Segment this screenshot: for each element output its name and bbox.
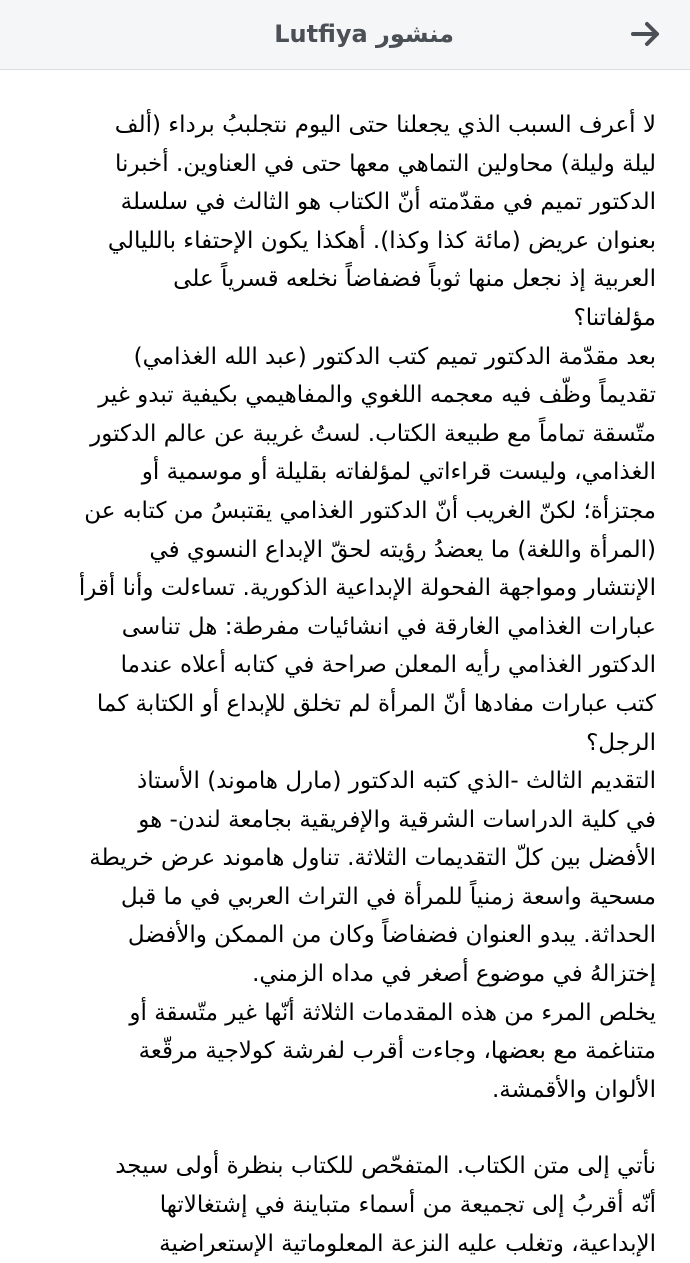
post-paragraph: بعد مقدّمة الدكتور تميم كتب الدكتور (عبد الله الغذامي) تقديماً وظّف فيه معجمه اللغوي والمفاهيمي بكيفية تبدو غير متّسقة تماماً مع طبيعة الكتاب. لستُ غريبة عن عالم الدكتور الغذامي، وليست قراءاتي لمؤلفاته بقليلة أو موسمية أو مجتزأة؛ لكنّ الغريب أنّ الدكتور الغذامي يقتبسُ من كتابه عن (المرأة واللغة) ما يعضدُ رؤيته لحقّ الإبداع النسوي في الإنتشار ومواجهة الفحولة الإبداعية الذكورية. تساءلت وأنا أقرأ عبارات الغذامي الغارقة في انشائيات مفرطة: هل تناسى الدكتور الغذامي رأيه المعلن صراحة في كتابه أعلاه عندما كتب عبارات مفادها أنّ المرأة لم تخلق للإبداع أو الكتابة كما الرجل؟ <box>78 343 656 756</box>
post-paragraph: التقديم الثالث -الذي كتبه الدكتور (مارل هاموند) الأستاذ في كلية الدراسات الشرقية والإفريقية بجامعة لندن- هو الأفضل بين كلّ التقديمات الثلاثة. تناول هاموند عرض خريطة مسحية واسعة زمنياً للمرأة في التراث العربي في ما قبل الحداثة. يبدو العنوان فضفاضاً وكان من الممكن والأفضل إختزالهُ في موضوع أصغر في مداه الزمني. <box>89 768 656 988</box>
page-title: منشور Lutfiya <box>274 20 454 48</box>
post-paragraph: لا أعرف السبب الذي يجعلنا حتى اليوم نتجلببُ برداء (ألف ليلة وليلة) محاولين التماهي معها حتى في العناوين. أخبرنا الدكتور تميم في مقدّمته أنّ الكتاب هو الثالث في سلسلة بعنوان عريض (مائة كذا وكذا). أهكذا يكون الإحتفاء بالليالي العربية إذ نجعل منها ثوباً فضفاضاً نخلعه قسرياً على مؤلفاتنا؟ <box>107 112 656 331</box>
top-bar <box>0 0 690 70</box>
post-paragraph: نأتي إلى متن الكتاب. المتفحّص للكتاب بنظرة أولى سيجد أنّه أقربُ إلى تجميعة من أسماء متباينة في إشتغالاتها الإبداعية، وتغلب عليه النزعة المعلوماتية الإستعراضية <box>115 1153 656 1257</box>
post-paragraph: يخلص المرء من هذه المقدمات الثلاثة أنّها غير متّسقة أو متناغمة مع بعضها، وجاءت أقرب لفرشة كولاجية مرقّعة الألوان والأقمشة. <box>129 999 656 1103</box>
post-body <box>34 106 656 1257</box>
back-button[interactable] <box>624 12 668 56</box>
arrow-right-icon <box>631 21 661 47</box>
